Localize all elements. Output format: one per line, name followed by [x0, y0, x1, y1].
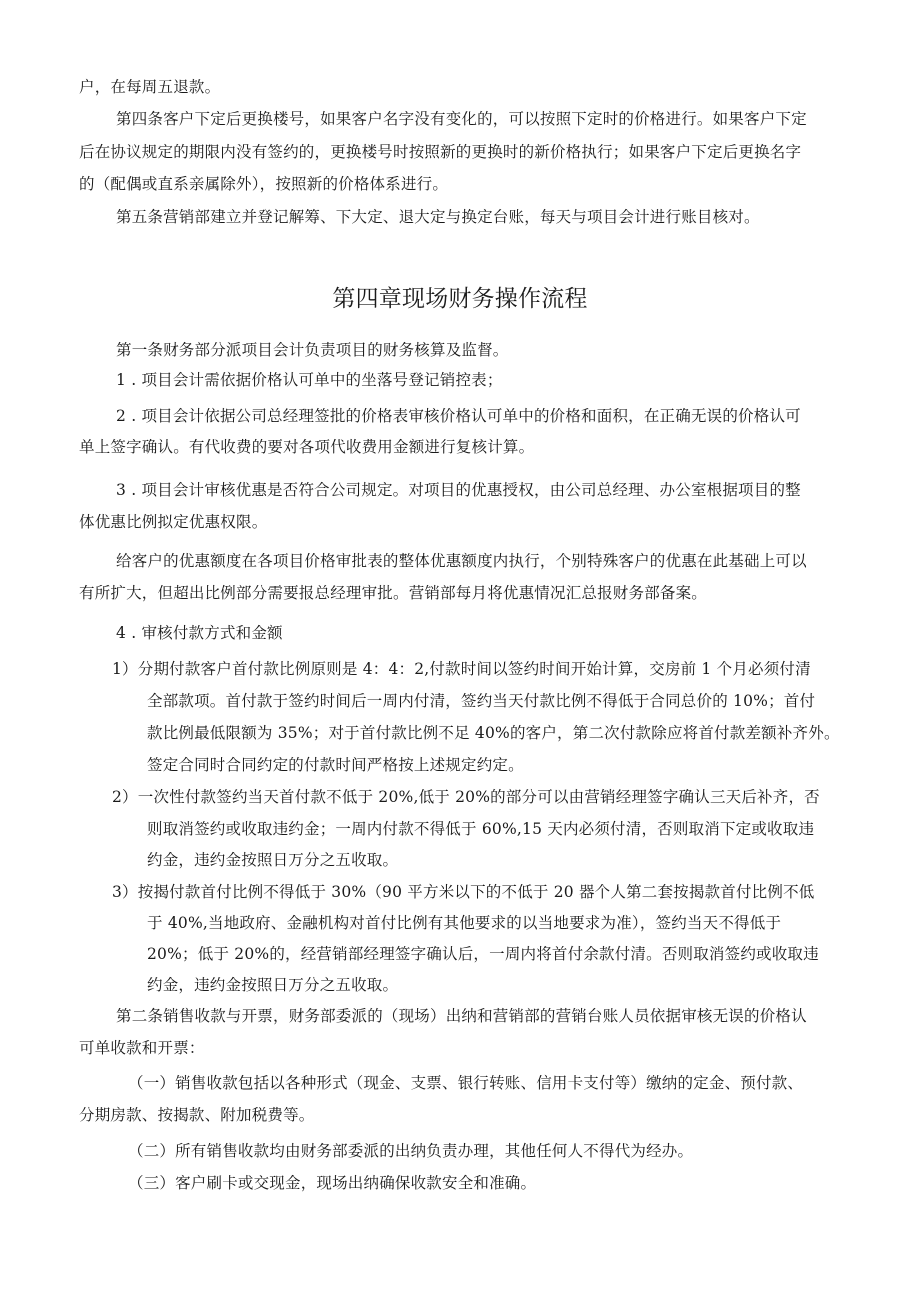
- article-2-cont: 可单收款和开票：: [79, 1039, 205, 1057]
- sub-item-1-cont: 款比例最低限额为 35%；对于首付款比例不足 40%的客户，第二次付款除应将首付款差额补齐外。: [147, 724, 840, 742]
- sub-item-3: 3）按揭付款首付比例不得低于 30%（90 平方米以下的不低于 20 器个人第二套按揭款首付比例不低: [112, 883, 815, 901]
- item-1: 1 . 项目会计需依据价格认可单中的坐落号登记销控表；: [116, 371, 503, 389]
- item-2: 2 . 项目会计依据公司总经理签批的价格表审核价格认可单中的价格和面积，在正确无误的价格认可: [116, 407, 801, 425]
- sub-item-3-cont: 于 40%,当地政府、金融机构对首付比例有其他要求的以当地要求为准），签约当天不得低于: [147, 914, 782, 932]
- article-1-heading: 第一条财务部分派项目会计负责项目的财务核算及监督。: [116, 341, 509, 359]
- article-5-line: 第五条营销部建立并登记解筹、下大定、退大定与换定台账，每天与项目会计进行账目核对。: [116, 208, 760, 226]
- item-2-cont: 单上签字确认。有代收费的要对各项代收费用金额进行复核计算。: [79, 438, 535, 456]
- clause-3: （三）客户刷卡或交现金，现场出纳确保收款安全和准确。: [128, 1174, 537, 1192]
- sub-item-1-cont: 签定合同时合同约定的付款时间严格按上述规定约定。: [147, 756, 524, 774]
- sub-item-2-cont: 则取消签约或收取违约金；一周内付款不得低于 60%,15 天内必须付清，否则取消下定或收取违: [147, 820, 815, 838]
- discount-para: 给客户的优惠额度在各项目价格审批表的整体优惠额度内执行，个别特殊客户的优惠在此基础上可以: [116, 552, 807, 570]
- sub-item-3-cont: 20%；低于 20%的，经营销部经理签字确认后，一周内将首付余款付清。否则取消签约或收取违: [147, 945, 819, 963]
- article-4-line: 第四条客户下定后更换楼号，如果客户名字没有变化的，可以按照下定时的价格进行。如果客户下定: [116, 110, 807, 128]
- item-4: 4 . 审核付款方式和金额: [116, 624, 283, 642]
- item-3-cont: 体优惠比例拟定优惠权限。: [79, 513, 268, 531]
- chapter-title: 第四章现场财务操作流程: [332, 286, 588, 312]
- clause-1: （一）销售收款包括以各种形式（现金、支票、银行转账、信用卡支付等）缴纳的定金、预付款、: [128, 1074, 804, 1092]
- sub-item-1-cont: 全部款项。首付款于签约时间后一周内付清，签约当天付款比例不得低于合同总价的 10%；首付: [147, 692, 816, 710]
- clause-2: （二）所有销售收款均由财务部委派的出纳负责办理，其他任何人不得代为经办。: [128, 1142, 694, 1160]
- intro-line: 户，在每周五退款。: [79, 78, 221, 96]
- article-4-line: 后在协议规定的期限内没有签约的，更换楼号时按照新的更换时的新价格执行；如果客户下定后更换名字: [79, 143, 802, 161]
- article-4-line: 的（配偶或直系亲属除外），按照新的价格体系进行。: [79, 175, 449, 193]
- sub-item-2: 2）一次性付款签约当天首付款不低于 20%,低于 20%的部分可以由营销经理签字确认三天后补齐，否: [112, 788, 820, 806]
- clause-1-cont: 分期房款、按揭款、附加税费等。: [79, 1106, 315, 1124]
- sub-item-1: 1）分期付款客户首付款比例原则是 4：4：2,付款时间以签约时间开始计算，交房前 1 个月必须付清: [112, 660, 811, 678]
- discount-para-cont: 有所扩大，但超出比例部分需要报总经理审批。营销部每月将优惠情况汇总报财务部备案。: [79, 584, 708, 602]
- article-2-heading: 第二条销售收款与开票，财务部委派的（现场）出纳和营销部的营销台账人员依据审核无误的价格认: [116, 1007, 807, 1025]
- sub-item-2-cont: 约金，违约金按照日万分之五收取。: [147, 851, 399, 869]
- sub-item-3-cont: 约金，违约金按照日万分之五收取。: [147, 976, 399, 994]
- item-3: 3 . 项目会计审核优惠是否符合公司规定。对项目的优惠授权，由公司总经理、办公室根据项目的整: [116, 481, 801, 499]
